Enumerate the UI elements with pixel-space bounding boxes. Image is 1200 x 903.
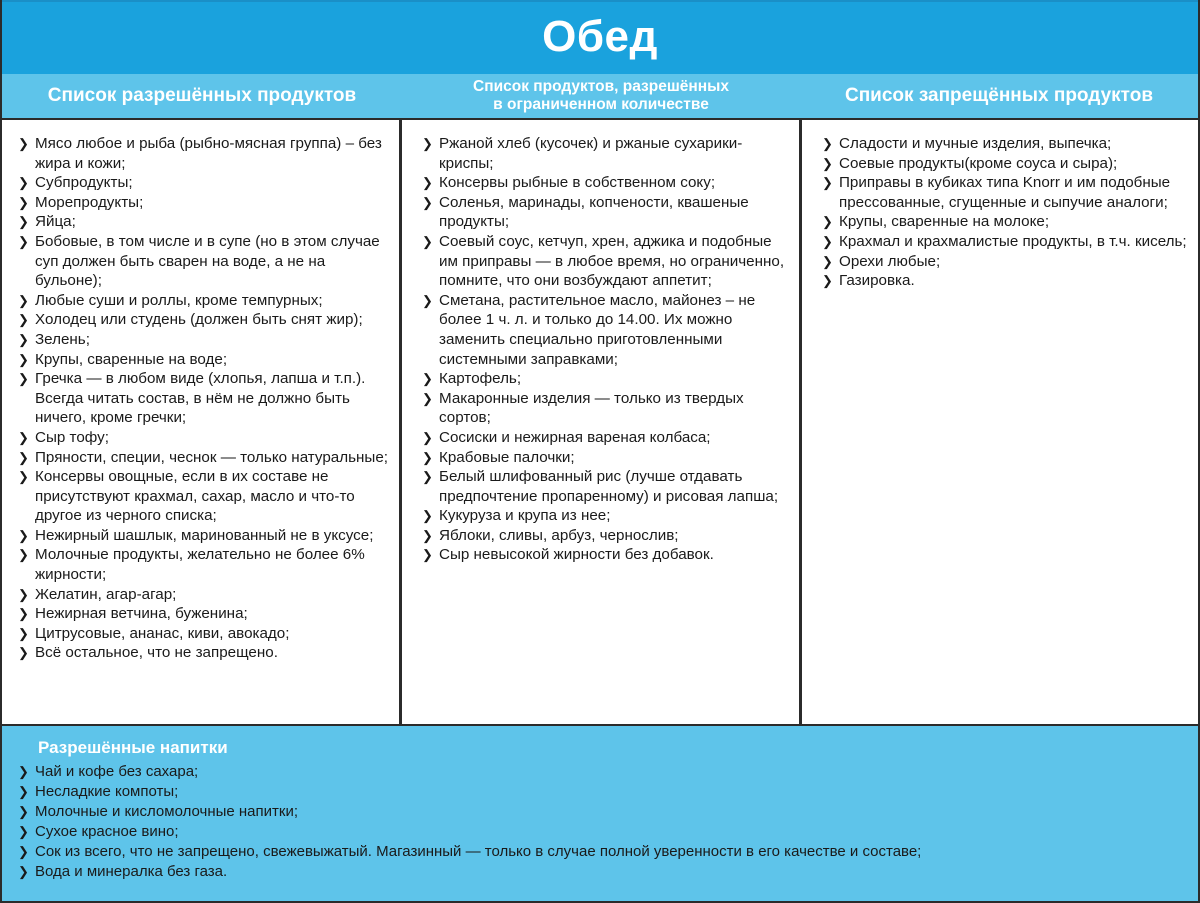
- header-allowed: Список разрешённых продуктов: [47, 85, 357, 106]
- header-limited-line2: в ограниченном количестве: [493, 96, 709, 113]
- list-item-text: Сухое красное вино;: [35, 823, 179, 840]
- list-item-text: Пряности, специи, чеснок — только натуральные;: [35, 448, 388, 466]
- chevron-right-icon: ❯: [18, 804, 29, 819]
- list-item: [18, 526, 393, 546]
- list-item-text: Приправы в кубиках типа Knorr и им подобные прессованные, сгущенные и сыпучие аналоги;: [839, 174, 1171, 211]
- list-item: [18, 350, 393, 370]
- chevron-right-icon: ❯: [18, 331, 29, 347]
- list-item-text: Холодец или студень (должен быть снят жир);: [35, 311, 363, 329]
- list-item-text: Соевый соус, кетчуп, хрен, аджика и подобные им приправы — в любое время, но ограниченно, помните, что они возбуждают аппетит;: [439, 232, 785, 290]
- forbidden-list: [822, 134, 1192, 291]
- list-item: [422, 428, 793, 448]
- title-band: [2, 0, 1198, 76]
- chevron-right-icon: ❯: [422, 292, 433, 308]
- chevron-right-icon: ❯: [18, 586, 29, 602]
- list-item: [422, 193, 793, 232]
- list-item: [822, 154, 1192, 174]
- list-item-text: Орехи любые;: [839, 252, 941, 270]
- list-item-text: Желатин, агар-агар;: [35, 585, 177, 603]
- chevron-right-icon: ❯: [18, 864, 29, 879]
- list-item-text: Несладкие компоты;: [35, 783, 179, 800]
- list-item-text: Вода и минералка без газа.: [35, 863, 228, 880]
- list-item: [422, 467, 793, 506]
- limited-list: [422, 134, 793, 565]
- list-item: [18, 291, 393, 311]
- list-item: [422, 526, 793, 546]
- list-item-text: Зелень;: [35, 330, 90, 348]
- chevron-right-icon: ❯: [422, 136, 433, 151]
- list-item-text: Сосиски и нежирная вареная колбаса;: [439, 428, 711, 446]
- list-item-text: Морепродукты;: [35, 193, 144, 211]
- list-item: [422, 173, 793, 193]
- chevron-right-icon: ❯: [18, 351, 29, 367]
- list-item-text: Газировка.: [839, 272, 915, 290]
- chevron-right-icon: ❯: [18, 824, 29, 839]
- list-item: [18, 467, 393, 526]
- list-item: [422, 232, 793, 291]
- allowed-list: [18, 134, 393, 663]
- chevron-right-icon: ❯: [18, 175, 29, 191]
- chevron-right-icon: ❯: [422, 194, 433, 210]
- chevron-right-icon: ❯: [18, 371, 29, 387]
- list-item-text: Макаронные изделия — только из твердых сортов;: [439, 389, 744, 427]
- chevron-right-icon: ❯: [422, 371, 433, 387]
- chevron-right-icon: ❯: [18, 233, 29, 249]
- list-item-text: Консервы рыбные в собственном соку;: [439, 174, 716, 192]
- chevron-right-icon: ❯: [422, 429, 433, 445]
- list-item-text: Бобовые, в том числе и в супе (но в этом случае суп должен быть сварен на воде, а не на бульоне);: [35, 232, 380, 290]
- list-item: [18, 762, 1192, 782]
- chevron-right-icon: ❯: [422, 527, 433, 543]
- list-item: [18, 193, 393, 213]
- list-item: [18, 643, 393, 663]
- list-item-text: Ржаной хлеб (кусочек) и ржаные сухарики-криспы;: [439, 135, 743, 172]
- chevron-right-icon: ❯: [422, 449, 433, 465]
- list-item-text: Субпродукты;: [35, 174, 133, 192]
- chevron-right-icon: ❯: [18, 625, 29, 641]
- chevron-right-icon: ❯: [18, 136, 29, 151]
- chevron-right-icon: ❯: [18, 292, 29, 308]
- list-item: [18, 585, 393, 605]
- list-item-text: Соленья, маринады, копчености, квашеные продукты;: [439, 193, 749, 231]
- product-columns: [2, 118, 1198, 724]
- limited-column: [402, 120, 802, 724]
- list-item-text: Крабовые палочки;: [439, 448, 575, 466]
- chevron-right-icon: ❯: [822, 155, 833, 171]
- list-item-text: Сметана, растительное масло, майонез – не более 1 ч. л. и только до 14.00. Их можно заменить специально приготовленными системными заправками;: [439, 291, 756, 368]
- chevron-right-icon: ❯: [18, 547, 29, 563]
- chevron-right-icon: ❯: [422, 175, 433, 191]
- column-headers: [2, 74, 1198, 118]
- list-item-text: Консервы овощные, если в их составе не присутствуют крахмал, сахар, масло и что-то другое из черного списка;: [35, 468, 355, 525]
- chevron-right-icon: ❯: [18, 784, 29, 799]
- list-item: [422, 134, 793, 173]
- list-item: [422, 506, 793, 526]
- list-item-text: Любые суши и роллы, кроме темпурных;: [35, 291, 323, 309]
- list-item-text: Крупы, сваренные на воде;: [35, 350, 228, 368]
- list-item: [422, 545, 793, 565]
- header-limited: [402, 74, 800, 118]
- list-item-text: Сок из всего, что не запрещено, свежевыжатый. Магазинный — только в случае полной уверенности в его качестве и составе;: [35, 843, 922, 860]
- chevron-right-icon: ❯: [18, 527, 29, 543]
- chevron-right-icon: ❯: [822, 136, 833, 151]
- list-item: [822, 134, 1192, 154]
- chevron-right-icon: ❯: [18, 645, 29, 661]
- list-item-text: Яйца;: [35, 213, 76, 231]
- drinks-heading: Разрешённые напитки: [38, 738, 228, 757]
- forbidden-column: [802, 120, 1198, 724]
- list-item-text: Молочные и кисломолочные напитки;: [35, 803, 299, 820]
- chevron-right-icon: ❯: [822, 273, 833, 289]
- list-item: [18, 330, 393, 350]
- list-item-text: Яблоки, сливы, арбуз, чернослив;: [439, 526, 679, 544]
- list-item: [18, 604, 393, 624]
- list-item: [18, 232, 393, 291]
- list-item: [18, 802, 1192, 822]
- list-item-text: Молочные продукты, желательно не более 6% жирности;: [35, 546, 365, 584]
- page-title: Обед: [542, 12, 658, 61]
- list-item: [822, 212, 1192, 232]
- list-item: [18, 782, 1192, 802]
- chevron-right-icon: ❯: [822, 253, 833, 269]
- list-item: [422, 389, 793, 428]
- list-item: [822, 252, 1192, 272]
- chevron-right-icon: ❯: [18, 194, 29, 210]
- list-item-text: Нежирная ветчина, буженина;: [35, 605, 248, 623]
- drinks-list: [18, 762, 1192, 882]
- header-limited-line1: Список продуктов, разрешённых: [473, 78, 729, 95]
- chevron-right-icon: ❯: [822, 233, 833, 249]
- list-item: [18, 212, 393, 232]
- list-item-text: Всё остальное, что не запрещено.: [35, 644, 278, 662]
- list-item: [18, 862, 1192, 882]
- chevron-right-icon: ❯: [18, 844, 29, 859]
- chevron-right-icon: ❯: [422, 508, 433, 524]
- chevron-right-icon: ❯: [18, 606, 29, 622]
- list-item-text: Крупы, сваренные на молоке;: [839, 213, 1050, 231]
- list-item: [18, 822, 1192, 842]
- list-item-text: Нежирный шашлык, маринованный не в уксусе;: [35, 526, 374, 544]
- list-item-text: Чай и кофе без сахара;: [35, 763, 199, 780]
- chevron-right-icon: ❯: [422, 547, 433, 563]
- list-item: [422, 448, 793, 468]
- list-item-text: Крахмал и крахмалистые продукты, в т.ч. кисель;: [839, 232, 1187, 250]
- chevron-right-icon: ❯: [422, 233, 433, 249]
- list-item: [422, 369, 793, 389]
- list-item: [18, 134, 393, 173]
- list-item-text: Сыр невысокой жирности без добавок.: [439, 546, 714, 564]
- list-item: [822, 271, 1192, 291]
- chevron-right-icon: ❯: [18, 429, 29, 445]
- chevron-right-icon: ❯: [18, 449, 29, 465]
- list-item: [18, 369, 393, 428]
- list-item: [18, 428, 393, 448]
- list-item: [822, 173, 1192, 212]
- allowed-column: [2, 120, 402, 724]
- chevron-right-icon: ❯: [822, 214, 833, 230]
- list-item: [18, 545, 393, 584]
- list-item-text: Соевые продукты(кроме соуса и сыра);: [839, 154, 1118, 172]
- list-item-text: Белый шлифованный рис (лучше отдавать предпочтение пропаренному) и рисовая лапша;: [439, 468, 779, 505]
- list-item: [18, 173, 393, 193]
- chevron-right-icon: ❯: [18, 312, 29, 328]
- list-item-text: Сыр тофу;: [35, 428, 109, 446]
- list-item-text: Сладости и мучные изделия, выпечка;: [839, 135, 1112, 152]
- chevron-right-icon: ❯: [422, 390, 433, 406]
- list-item: [18, 624, 393, 644]
- list-item-text: Кукуруза и крупа из нее;: [439, 507, 611, 525]
- header-forbidden: Список запрещённых продуктов: [844, 85, 1154, 106]
- chevron-right-icon: ❯: [18, 469, 29, 485]
- chevron-right-icon: ❯: [18, 214, 29, 230]
- chevron-right-icon: ❯: [18, 764, 29, 779]
- list-item-text: Мясо любое и рыба (рыбно-мясная группа) – без жира и кожи;: [35, 135, 382, 172]
- list-item: [422, 291, 793, 369]
- list-item: [18, 310, 393, 330]
- chevron-right-icon: ❯: [422, 469, 433, 485]
- list-item: [18, 448, 393, 468]
- list-item-text: Гречка — в любом виде (хлопья, лапша и т.п.). Всегда читать состав, в нём не должно быть ничего, кроме гречки;: [35, 370, 366, 427]
- list-item: [822, 232, 1192, 252]
- chevron-right-icon: ❯: [822, 175, 833, 191]
- list-item: [18, 842, 1192, 862]
- list-item-text: Цитрусовые, ананас, киви, авокадо;: [35, 624, 290, 642]
- drinks-section: [2, 724, 1198, 901]
- list-item-text: Картофель;: [439, 370, 522, 388]
